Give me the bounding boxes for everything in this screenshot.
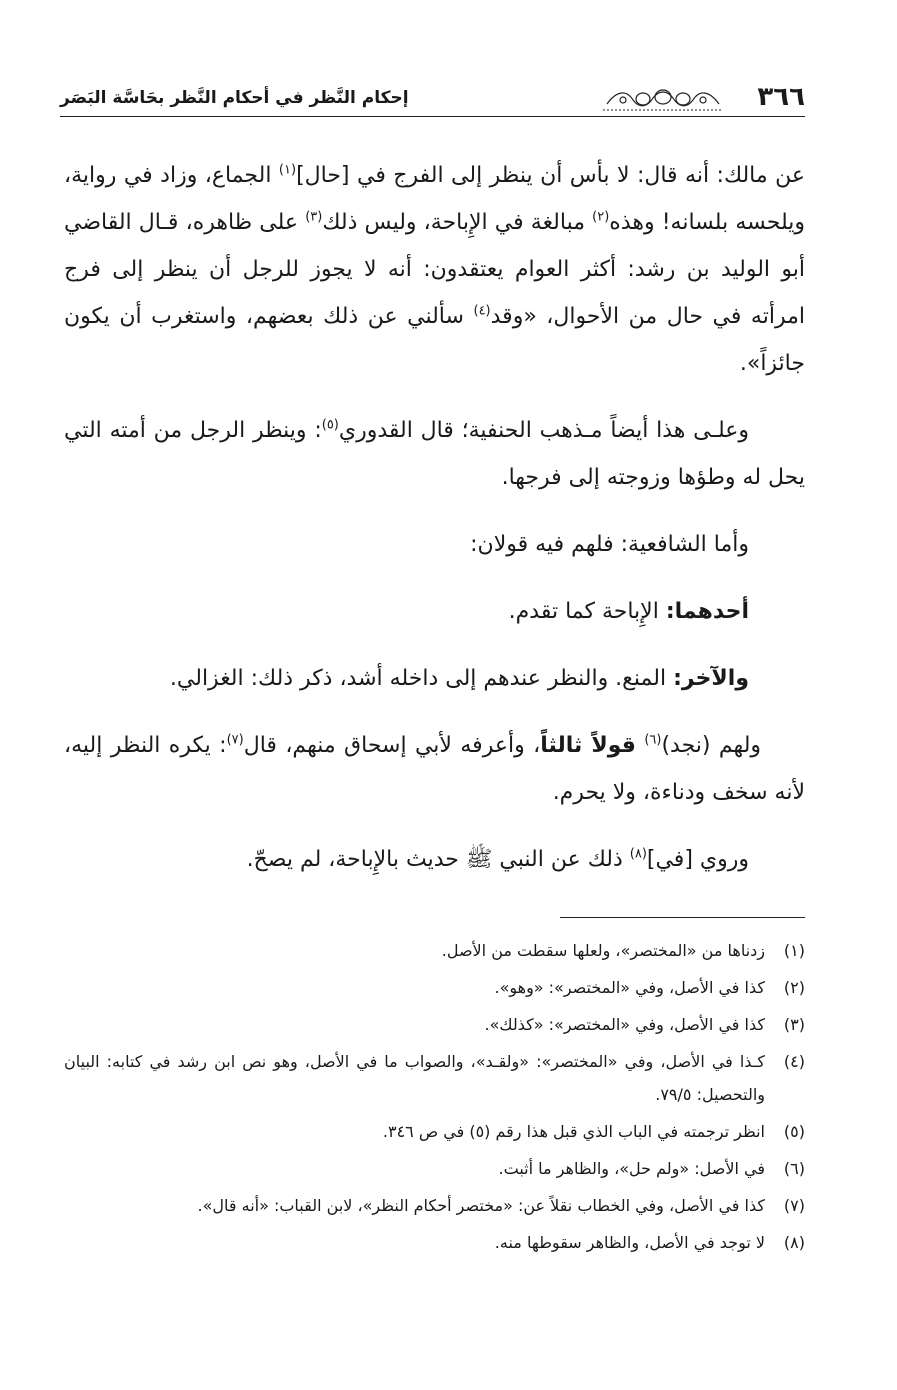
text-run: ولهم (نجد)	[661, 733, 762, 758]
footnote-text: كذا في الأصل، وفي «المختصر»: «وهو».	[494, 978, 765, 997]
footnote-number: (٨)	[783, 1233, 805, 1252]
arabesque-ornament-icon	[603, 86, 723, 112]
footnote-ref: (٨)	[629, 846, 647, 862]
footnote	[64, 1189, 805, 1222]
footnote-ref: (٦)	[644, 732, 662, 748]
footnote-ref: (٧)	[226, 732, 244, 748]
footnote-ref: (٢)	[592, 209, 610, 225]
footnote-ref: (٤)	[473, 303, 491, 319]
paragraph	[64, 521, 805, 568]
footnote-number: (٥)	[783, 1122, 805, 1141]
footnote-ref: (١)	[278, 162, 297, 178]
footnote-text: كـذا في الأصل، وفي «المختصر»: «ولقـد»، والصواب ما في الأصل، وهو نص ابن رشد في كتابه: البيان والتحصيل: ٧٩/٥.	[64, 1052, 765, 1104]
footnote	[64, 1226, 805, 1259]
footnote-text: كذا في الأصل، وفي «المختصر»: «كذلك».	[484, 1015, 765, 1034]
page-header	[60, 80, 805, 114]
footnote-ref: (٣)	[305, 209, 323, 225]
footnote	[64, 1152, 805, 1185]
text-run: وأما الشافعية: فلهم فيه قولان:	[470, 532, 749, 557]
footnote	[64, 934, 805, 967]
main-text	[64, 152, 805, 903]
paragraph	[64, 407, 805, 501]
text-run: : وينظر الرجل من أمته التي يحل له وطؤها وزوجته إلى فرجها.	[64, 418, 805, 490]
text-run: سألني عن ذلك بعضهم، واستغرب أن يكون جائزاً».	[64, 304, 805, 376]
footnote-text: في الأصل: «ولم حل»، والظاهر ما أثبت.	[498, 1159, 765, 1178]
text-run: : يكره النظر إليه، لأنه سخف ودناءة، ولا يحرم.	[64, 733, 805, 805]
footnote-text: كذا في الأصل، وفي الخطاب نقلاً عن: «مختصر أحكام النظر»، لابن القباب: «أنه قال».	[197, 1196, 765, 1215]
footnote-number: (٢)	[783, 978, 805, 997]
footnote-number: (٣)	[783, 1015, 805, 1034]
text-run: الجماع، وزاد في رواية، ويلحسه بلسانه! وهذه	[64, 163, 805, 235]
running-title: إحكام النَّظر في أحكام النَّظر بحَاسَّة البَصَر	[60, 88, 409, 108]
text-run: مبالغة في الإِباحة، وليس ذلك	[322, 210, 593, 235]
footnote-number: (٤)	[783, 1052, 805, 1071]
bold-term: قولاً ثالثاً	[540, 733, 636, 758]
text-run: عن مالك: أنه قال: لا بأس أن ينظر إلى الفرج في [حال]	[296, 163, 806, 188]
footnote-ref: (٥)	[321, 417, 339, 433]
header-rule	[60, 116, 805, 117]
paragraph	[64, 722, 805, 816]
footnote-number: (٦)	[783, 1159, 805, 1178]
paragraph	[64, 588, 805, 635]
footnote-number: (٧)	[783, 1196, 805, 1215]
text-run: وعلـى هذا أيضاً مـذهب الحنفية؛ قال القدوري	[338, 418, 749, 443]
footnote	[64, 1115, 805, 1148]
footnote-text: لا توجد في الأصل، والظاهر سقوطها منه.	[494, 1233, 765, 1252]
paragraph	[64, 836, 805, 883]
footnote-text: انظر ترجمته في الباب الذي قبل هذا رقم (٥) في ص ٣٤٦.	[382, 1122, 765, 1141]
bold-term: والآخر:	[673, 666, 749, 691]
paragraph	[64, 152, 805, 387]
text-run: ، وأعرفه لأبي إسحاق منهم، قال	[243, 733, 541, 758]
text-run: وروي [في]	[646, 847, 749, 872]
bold-term: أحدهما:	[665, 599, 749, 624]
footnotes	[64, 934, 805, 1263]
footnote-separator	[560, 917, 805, 918]
text-run: ذلك عن النبي ﷺ حديث بالإِباحة، لم يصحّ.	[246, 847, 630, 872]
footnote-number: (١)	[783, 941, 805, 960]
footnote	[64, 1008, 805, 1041]
footnote	[64, 1045, 805, 1111]
text-run: الإِباحة كما تقدم.	[508, 599, 666, 624]
text-run: على ظاهره، قـال القاضي أبو الوليد بن رشد: أكثر العوام يعتقدون: أنه لا يجوز للرجل أن ينظر إلى فرج امرأته في حال من الأحوال، «وقد	[64, 210, 805, 329]
footnote	[64, 971, 805, 1004]
paragraph	[64, 655, 805, 702]
page-number: ٣٦٦	[757, 82, 805, 112]
text-run: المنع. والنظر عندهم إلى داخله أشد، ذكر ذلك: الغزالي.	[169, 666, 674, 691]
footnote-text: زدناها من «المختصر»، ولعلها سقطت من الأصل.	[441, 941, 765, 960]
